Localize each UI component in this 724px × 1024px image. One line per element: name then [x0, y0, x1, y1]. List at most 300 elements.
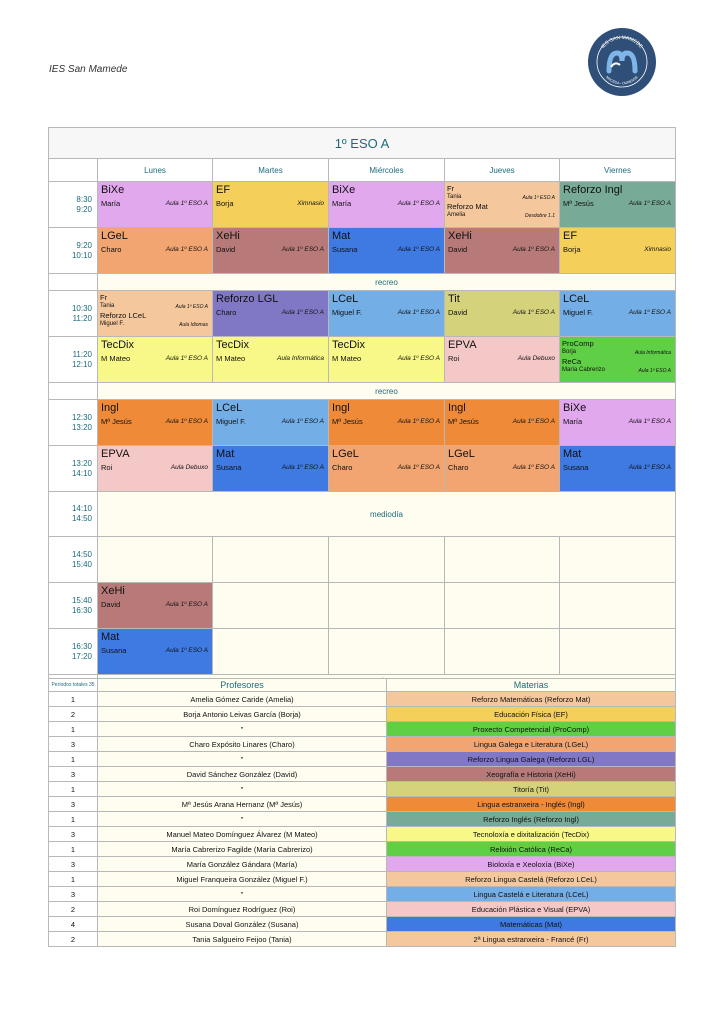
time-end: 9:20 [76, 204, 92, 214]
legend-teacher: María González Gándara (María) [98, 857, 387, 872]
lesson-cell[interactable] [329, 337, 445, 383]
legend-row [49, 797, 676, 812]
time-slot [49, 446, 98, 492]
time-start: 9:20 [76, 240, 92, 250]
legend-count: 4 [49, 917, 98, 932]
lesson-line: Reforzo LCeL [100, 311, 147, 320]
time-end: 13:20 [71, 422, 92, 432]
time-slot [49, 291, 98, 337]
break-label: recreo [98, 383, 676, 400]
timetable-row [49, 537, 676, 583]
legend-count: 1 [49, 692, 98, 707]
legend-teacher: " [98, 752, 387, 767]
legend-count: 1 [49, 782, 98, 797]
lesson-room: Aula Debuxo [170, 464, 208, 471]
lesson-room: Aula Informática [277, 355, 324, 362]
timetable-row [49, 629, 676, 675]
legend-row [49, 737, 676, 752]
lesson-cell[interactable] [329, 182, 445, 228]
lesson-content [445, 400, 559, 445]
lesson-room: Aula 1º ESO A [512, 418, 555, 425]
lesson-subject: LCeL [216, 402, 243, 414]
lesson-teacher: Charo [332, 463, 353, 472]
lesson-cell[interactable] [560, 446, 676, 492]
lesson-content [560, 182, 675, 227]
legend-row [49, 917, 676, 932]
lesson-content [213, 400, 328, 445]
lesson-content [560, 446, 675, 491]
lesson-subject: Mat [216, 448, 235, 460]
empty-slot [213, 629, 329, 675]
legend-teacher: Manuel Mateo Domínguez Álvarez (M Mateo) [98, 827, 387, 842]
lesson-subject: TecDix [101, 339, 135, 351]
legend-teacher: Mª Jesús Arana Hernanz (Mª Jesús) [98, 797, 387, 812]
legend-row [49, 782, 676, 797]
lesson-content [98, 228, 212, 273]
lesson-room: Aula 1º ESO A [397, 309, 440, 316]
lesson-cell[interactable] [329, 446, 445, 492]
timetable-row [49, 337, 676, 383]
lesson-room: Ximnasio [644, 246, 672, 253]
lesson-content [329, 400, 444, 445]
legend-row [49, 842, 676, 857]
lesson-subject: XeHi [448, 230, 472, 242]
lesson-teacher: Mª Jesús [101, 417, 132, 426]
lesson-cell[interactable] [98, 228, 213, 274]
lesson-teacher: Miguel F. [563, 308, 594, 317]
lesson-teacher: Borja [563, 245, 581, 254]
lesson-content [560, 228, 675, 273]
timetable-title: 1º ESO A [49, 128, 676, 159]
lesson-subject: TecDix [332, 339, 366, 351]
day-header: Martes [213, 159, 329, 182]
lesson-teacher: Susana [563, 463, 589, 472]
lesson-room: Aula 1º ESO A [165, 246, 208, 253]
break-row [49, 274, 676, 291]
time-end: 12:10 [71, 359, 92, 369]
lesson-teacher: Roi [101, 463, 113, 472]
lesson-cell[interactable] [560, 337, 676, 383]
legend-teacher: Roi Domínguez Rodríguez (Roi) [98, 902, 387, 917]
legend-row [49, 887, 676, 902]
school-logo [587, 27, 657, 97]
empty-slot [445, 537, 560, 583]
lesson-room: Aula 1º ESO A [512, 309, 555, 316]
legend-count: 3 [49, 767, 98, 782]
legend-count: 2 [49, 707, 98, 722]
lesson-content [213, 337, 328, 382]
time-slot [49, 537, 98, 583]
empty-slot [213, 583, 329, 629]
legend-subject: 2ª Lingua estranxeira - Francé (Fr) [387, 932, 676, 947]
legend-subject: Matemáticas (Mat) [387, 917, 676, 932]
day-header: Jueves [445, 159, 560, 182]
lesson-subject: LGeL [448, 448, 475, 460]
lesson-cell[interactable] [445, 182, 560, 228]
lesson-cell[interactable] [213, 337, 329, 383]
lesson-line: Reforzo Mat [447, 202, 488, 211]
lesson-cell[interactable] [329, 291, 445, 337]
lesson-cell[interactable] [560, 182, 676, 228]
lesson-cell[interactable] [560, 400, 676, 446]
legend-row [49, 752, 676, 767]
empty-slot [329, 537, 445, 583]
lesson-content [445, 182, 559, 227]
lesson-content [213, 446, 328, 491]
legend-teacher: Tania Salgueiro Feijoo (Tania) [98, 932, 387, 947]
lesson-cell[interactable] [98, 583, 213, 629]
lesson-cell[interactable] [98, 291, 213, 337]
time-start: 11:20 [72, 349, 92, 359]
lesson-line: Miguel F. [100, 321, 125, 327]
lesson-room: Aula 1º ESO A [397, 200, 440, 207]
legend-teacher: Amelia Gómez Caride (Amelia) [98, 692, 387, 707]
legend-subject: Bioloxía e Xeoloxía (BiXe) [387, 857, 676, 872]
legend-count: 3 [49, 887, 98, 902]
lesson-room: Aula 1º ESO A [628, 200, 672, 207]
lesson-subject: EF [563, 230, 578, 242]
lesson-teacher: Susana [332, 245, 358, 254]
time-slot [49, 182, 98, 228]
lesson-teacher: María [332, 199, 352, 208]
time-slot [49, 228, 98, 274]
legend-subject: Xeografía e Historia (XeHi) [387, 767, 676, 782]
legend-count: 1 [49, 722, 98, 737]
legend-count: 1 [49, 752, 98, 767]
legend-teacher: María Cabrerizo Fagilde (María Cabrerizo) [98, 842, 387, 857]
lesson-room: Aula Idiomas [179, 322, 208, 328]
legend-count: 2 [49, 932, 98, 947]
legend-subject: Proxecto Competencial (ProComp) [387, 722, 676, 737]
empty-slot [98, 537, 213, 583]
lesson-content [329, 291, 444, 336]
lesson-subject: Mat [101, 631, 120, 643]
lesson-room: Aula 1º ESO A [522, 195, 555, 201]
legend-count: 3 [49, 827, 98, 842]
lesson-cell[interactable] [213, 182, 329, 228]
lesson-content [560, 400, 675, 445]
legend-row [49, 872, 676, 887]
lesson-content [213, 182, 328, 227]
lesson-line: Borja [562, 349, 577, 355]
lesson-subject: BiXe [563, 402, 587, 414]
empty-slot [445, 629, 560, 675]
lesson-teacher: Borja [216, 199, 234, 208]
legend-teacher: Charo Expósito Linares (Charo) [98, 737, 387, 752]
lesson-teacher: María [101, 199, 121, 208]
empty-slot [560, 629, 676, 675]
lesson-subject: EF [216, 184, 231, 196]
lesson-teacher: David [448, 308, 468, 317]
lesson-content [329, 337, 444, 382]
lesson-subject: EPVA [101, 448, 130, 460]
time-start: 15:40 [71, 595, 92, 605]
lesson-teacher: David [216, 245, 236, 254]
lesson-subject: LCeL [563, 293, 590, 305]
legend-row [49, 767, 676, 782]
lesson-room: Aula 1º ESO A [628, 309, 672, 316]
lesson-line: María Cabrerizo [562, 367, 606, 373]
legend-count: 3 [49, 737, 98, 752]
lesson-teacher: David [101, 600, 121, 609]
lesson-teacher: M Mateo [216, 354, 246, 363]
lesson-line: Fr [100, 293, 108, 302]
lesson-subject: TecDix [216, 339, 250, 351]
legend-teacher: " [98, 887, 387, 902]
lesson-subject: LCeL [332, 293, 359, 305]
lesson-cell[interactable] [329, 228, 445, 274]
legend-count: 1 [49, 842, 98, 857]
legend-subject: Educación Plástica e Visual (EPVA) [387, 902, 676, 917]
lesson-cell[interactable] [98, 182, 213, 228]
lesson-cell[interactable] [98, 337, 213, 383]
lesson-line: Amelia [447, 212, 466, 218]
legend-count: 1 [49, 872, 98, 887]
lesson-teacher: Susana [101, 646, 127, 655]
lesson-content [445, 446, 559, 491]
lesson-content [445, 228, 559, 273]
timetable-row [49, 583, 676, 629]
lesson-room: Aula 1º ESO A [281, 418, 324, 425]
legend-row [49, 902, 676, 917]
legend-subject: Reforzo Lingua Castelá (Reforzo LCeL) [387, 872, 676, 887]
lesson-teacher: Charo [101, 245, 122, 254]
time-slot [49, 583, 98, 629]
break-row [49, 383, 676, 400]
lesson-content [329, 446, 444, 491]
lesson-subject: EPVA [448, 339, 477, 351]
legend-teacher: " [98, 722, 387, 737]
corner-cell [49, 159, 98, 182]
timetable-row [49, 228, 676, 274]
empty-slot [560, 583, 676, 629]
time-end: 10:10 [71, 250, 92, 260]
lesson-room: Aula 1º ESO A [175, 304, 208, 310]
lesson-content [98, 337, 212, 382]
lesson-teacher: M Mateo [101, 354, 131, 363]
legend-subject: Titoría (Tit) [387, 782, 676, 797]
svg-text:MACEDA - OURENSE: MACEDA - OURENSE [605, 75, 639, 86]
lesson-cell[interactable] [445, 400, 560, 446]
lesson-cell[interactable] [98, 400, 213, 446]
lesson-room: Aula 1º ESO A [281, 464, 324, 471]
lesson-cell[interactable] [98, 446, 213, 492]
legend-count: 2 [49, 902, 98, 917]
materias-header: Materias [387, 679, 676, 692]
time-slot [49, 492, 98, 537]
lesson-subject: Reforzo Ingl [563, 184, 623, 196]
lesson-teacher: Susana [216, 463, 242, 472]
lesson-room: Aula 1º ESO A [512, 464, 555, 471]
legend-row [49, 722, 676, 737]
lesson-subject: Mat [563, 448, 582, 460]
timetable-row [49, 446, 676, 492]
lesson-line: Fr [447, 184, 455, 193]
lesson-teacher: Mª Jesús [332, 417, 363, 426]
lesson-cell[interactable] [560, 291, 676, 337]
lesson-cell[interactable] [560, 228, 676, 274]
lesson-room: Desdobre 1.1 [524, 213, 555, 219]
lesson-teacher: David [448, 245, 468, 254]
legend-row [49, 827, 676, 842]
empty-slot [329, 583, 445, 629]
lesson-cell[interactable] [329, 400, 445, 446]
lesson-teacher: Charo [216, 308, 237, 317]
lesson-content [98, 400, 212, 445]
lesson-line: ReCa [562, 357, 582, 366]
lesson-room: Aula 1º ESO A [397, 418, 440, 425]
lesson-room: Aula 1º ESO A [165, 601, 208, 608]
lesson-line: Tania [100, 303, 115, 309]
lesson-room: Aula 1º ESO A [281, 246, 324, 253]
lesson-subject: BiXe [332, 184, 356, 196]
lesson-content [213, 291, 328, 336]
day-header: Lunes [98, 159, 213, 182]
legend-subject: Relixión Católica (ReCa) [387, 842, 676, 857]
time-start: 16:30 [71, 641, 92, 651]
legend-row [49, 812, 676, 827]
day-header: Miércoles [329, 159, 445, 182]
lesson-room: Aula 1º ESO A [628, 464, 672, 471]
legend-row [49, 707, 676, 722]
time-end: 14:10 [71, 468, 92, 478]
break-label: recreo [98, 274, 676, 291]
time-slot [49, 629, 98, 675]
lesson-room: Aula 1º ESO A [165, 355, 208, 362]
lesson-teacher: Miguel F. [332, 308, 363, 317]
timetable-row [49, 182, 676, 228]
lesson-subject: Tit [448, 293, 460, 305]
legend-teacher: Miguel Franqueira González (Miguel F.) [98, 872, 387, 887]
lesson-subject: XeHi [216, 230, 240, 242]
lesson-teacher: Charo [448, 463, 469, 472]
lesson-cell[interactable] [213, 400, 329, 446]
lesson-content [98, 583, 212, 628]
lesson-subject: Reforzo LGL [216, 293, 279, 305]
mediodia-label: mediodía [98, 492, 676, 537]
lesson-room: Aula Debuxo [517, 355, 555, 362]
time-end: 16:30 [71, 605, 92, 615]
lesson-teacher: María [563, 417, 583, 426]
lesson-room: Aula 1º ESO A [165, 200, 208, 207]
lesson-content [98, 291, 212, 336]
lesson-teacher: M Mateo [332, 354, 362, 363]
timetable-row [49, 400, 676, 446]
lesson-teacher: Mª Jesús [563, 199, 594, 208]
legend-count: 3 [49, 857, 98, 872]
legend-row [49, 932, 676, 947]
legend-table [48, 678, 676, 947]
time-start: 14:50 [71, 549, 92, 559]
lesson-cell[interactable] [213, 228, 329, 274]
periods-total-label: Períodos totales 35 [49, 679, 98, 692]
lesson-content [329, 228, 444, 273]
legend-count: 3 [49, 797, 98, 812]
time-start: 10:30 [71, 303, 92, 313]
lesson-cell[interactable] [445, 446, 560, 492]
profesores-header: Profesores [98, 679, 387, 692]
legend-subject: Reforzo Lingua Galega (Reforzo LGL) [387, 752, 676, 767]
svg-text:IES SAN MAMEDE: IES SAN MAMEDE [600, 34, 644, 50]
lesson-content [98, 182, 212, 227]
empty-slot [213, 537, 329, 583]
legend-subject: Lingua estranxeira - Inglés (Ingl) [387, 797, 676, 812]
lesson-room: Aula 1º ESO A [397, 464, 440, 471]
legend-teacher: " [98, 782, 387, 797]
lesson-cell[interactable] [445, 291, 560, 337]
lesson-room: Aula Informática [634, 350, 672, 356]
timetable-row [49, 291, 676, 337]
legend-subject: Educación Física (EF) [387, 707, 676, 722]
legend-subject: Tecnoloxía e dixitalización (TecDix) [387, 827, 676, 842]
legend-teacher: Borja Antonio Leivas García (Borja) [98, 707, 387, 722]
lesson-subject: XeHi [101, 585, 125, 597]
legend-teacher: David Sánchez González (David) [98, 767, 387, 782]
lesson-subject: Ingl [448, 402, 466, 414]
time-start: 12:30 [71, 412, 92, 422]
time-start: 13:20 [71, 458, 92, 468]
lesson-cell[interactable] [445, 337, 560, 383]
legend-subject: Lingua Galega e Literatura (LGeL) [387, 737, 676, 752]
lesson-subject: LGeL [332, 448, 359, 460]
empty-slot [445, 583, 560, 629]
legend-teacher: " [98, 812, 387, 827]
time-end: 11:20 [72, 313, 92, 323]
lesson-teacher: Miguel F. [216, 417, 247, 426]
timetable-row [49, 492, 676, 537]
lesson-room: Ximnasio [297, 200, 324, 207]
lesson-room: Aula 1º ESO A [512, 246, 555, 253]
empty-slot [560, 537, 676, 583]
legend-subject: Reforzo Matemáticas (Reforzo Mat) [387, 692, 676, 707]
time-end: 17:20 [71, 651, 92, 661]
time-start: 14:10 [71, 504, 92, 513]
lesson-line: ProComp [562, 339, 594, 348]
lesson-subject: BiXe [101, 184, 125, 196]
lesson-room: Aula 1º ESO A [165, 647, 208, 654]
lesson-cell[interactable] [445, 228, 560, 274]
legend-row [49, 692, 676, 707]
lesson-subject: LGeL [101, 230, 128, 242]
lesson-content [560, 337, 675, 382]
lesson-cell[interactable] [98, 629, 213, 675]
lesson-teacher: Roi [448, 354, 460, 363]
time-start: 8:30 [76, 194, 92, 204]
lesson-line: Tania [447, 194, 462, 200]
time-end: 14:50 [71, 514, 92, 523]
legend-row [49, 857, 676, 872]
lesson-room: Aula 1º ESO A [165, 418, 208, 425]
lesson-content [98, 446, 212, 491]
day-header: Viernes [560, 159, 676, 182]
lesson-room: Aula 1º ESO A [638, 368, 672, 374]
break-time [49, 383, 98, 400]
lesson-content [560, 291, 675, 336]
lesson-room: Aula 1º ESO A [628, 418, 672, 425]
lesson-cell[interactable] [213, 446, 329, 492]
legend-subject: Lingua Castelá e Literatura (LCeL) [387, 887, 676, 902]
timetable [48, 127, 676, 689]
lesson-teacher: Mª Jesús [448, 417, 479, 426]
lesson-cell[interactable] [213, 291, 329, 337]
time-end: 15:40 [71, 559, 92, 569]
lesson-subject: Ingl [101, 402, 119, 414]
time-slot [49, 400, 98, 446]
lesson-content [445, 291, 559, 336]
lesson-subject: Ingl [332, 402, 350, 414]
legend-subject: Reforzo Inglés (Reforzo Ingl) [387, 812, 676, 827]
lesson-content [213, 228, 328, 273]
